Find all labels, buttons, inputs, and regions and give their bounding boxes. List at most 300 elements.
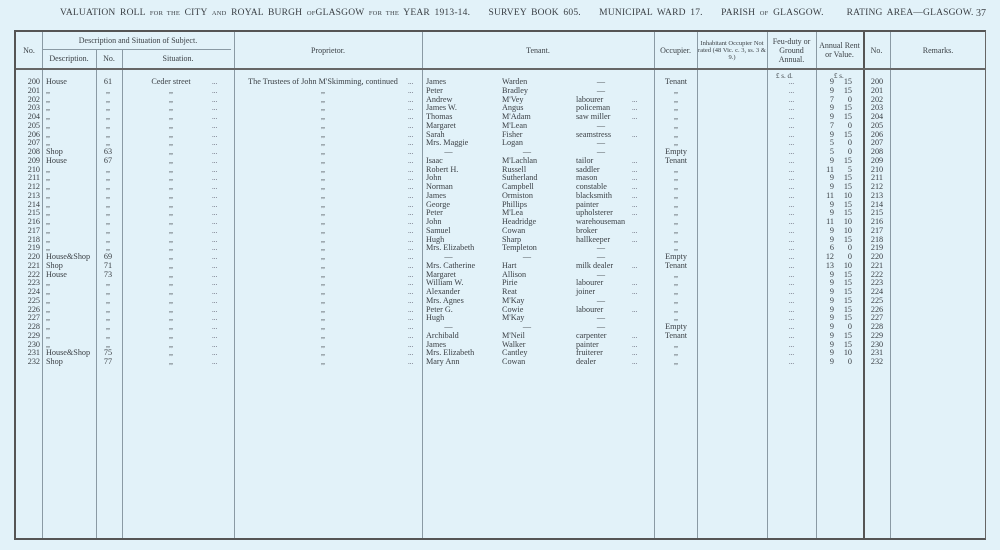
occupation-dots: ... <box>632 156 638 165</box>
feu-duty: ... <box>788 305 795 314</box>
subject-no: 75 <box>103 348 113 358</box>
situation-dots: ... <box>212 218 218 226</box>
feu-duty: ... <box>788 340 795 349</box>
table-row <box>16 253 985 262</box>
row-no-right: 213 <box>870 190 884 200</box>
feu-duty: ... <box>788 191 795 200</box>
title-text: FOR THE <box>368 10 400 17</box>
row-no: 215 <box>27 208 40 218</box>
tenant-first-name: — <box>444 147 453 156</box>
row-no: 220 <box>27 252 40 261</box>
description: ,, <box>46 182 51 191</box>
subject-no: ,, <box>105 173 111 183</box>
occupation-dots: ... <box>632 331 638 340</box>
occupation-dots: ... <box>632 340 638 349</box>
proprietor: ,, <box>320 339 326 349</box>
proprietor-dots: ... <box>408 349 414 358</box>
occupier: ,, <box>673 190 679 200</box>
feu-duty: ... <box>788 104 795 113</box>
proprietor: ,, <box>320 94 326 104</box>
situation: ,, <box>168 225 174 235</box>
description: ,, <box>46 330 51 340</box>
situation: ,, <box>168 269 174 279</box>
table-row <box>16 262 985 271</box>
title-text: AND <box>211 10 227 17</box>
proprietor: ,, <box>320 243 326 253</box>
rent-pounds: 9 <box>829 182 834 191</box>
row-no-right: 218 <box>870 234 884 244</box>
title-text: VALUATION ROLL <box>60 8 146 18</box>
header-no-right: No. <box>870 45 883 55</box>
occupation: broker <box>576 225 598 235</box>
situation: ,, <box>168 295 174 305</box>
tenant-first-name: Robert H. <box>426 164 459 174</box>
situation: ,, <box>168 129 174 139</box>
rent-pounds: 9 <box>829 85 834 95</box>
situation-dots: ... <box>212 279 218 288</box>
description: Shop <box>46 357 63 366</box>
feu-duty: ... <box>788 323 795 331</box>
row-no-right: 226 <box>870 304 884 314</box>
rent-pounds: 5 <box>829 138 834 148</box>
description: ,, <box>46 243 51 253</box>
occupation-dots: ... <box>632 183 638 191</box>
situation-dots: ... <box>212 314 218 323</box>
row-no-right: 211 <box>871 173 883 183</box>
proprietor: ,, <box>320 147 326 156</box>
table-row <box>16 122 985 131</box>
rent-shillings: 10 <box>843 225 852 235</box>
feu-duty: ... <box>788 288 795 296</box>
occupier: ,, <box>673 348 679 358</box>
occupier: Tenant <box>664 155 688 165</box>
table-row <box>16 139 985 148</box>
row-no: 202 <box>27 94 40 104</box>
occupation-dots: ... <box>632 174 638 183</box>
subject-no: ,, <box>105 287 111 296</box>
proprietor-dots: ... <box>408 174 414 183</box>
situation-dots: ... <box>212 305 218 314</box>
rent-pounds: 9 <box>829 225 834 235</box>
proprietor-dots: ... <box>408 191 414 200</box>
occupier: ,, <box>673 278 679 288</box>
proprietor-dots: ... <box>408 183 414 191</box>
tenant-first-name: Hugh <box>426 234 445 244</box>
title-text: GLASGOW <box>315 8 365 18</box>
subject-no: 63 <box>103 147 113 156</box>
tenant-first-name: William W. <box>426 278 464 288</box>
occupation: — <box>596 252 606 261</box>
rent-pounds: 9 <box>829 199 834 209</box>
proprietor: ,, <box>320 348 326 358</box>
header-annual-rent: Annual Rent or Value. <box>819 41 860 59</box>
feu-duty: ... <box>788 209 795 218</box>
description: ,, <box>46 208 51 218</box>
tenant-first-name: Mary Ann <box>426 357 460 366</box>
description: ,, <box>46 278 51 288</box>
situation-dots: ... <box>212 183 218 191</box>
tenant-surname: — <box>522 252 532 261</box>
occupation: tailor <box>576 155 594 165</box>
tenant-first-name: Andrew <box>426 94 453 104</box>
occupation: — <box>596 85 606 95</box>
rent-pounds: 9 <box>829 304 834 314</box>
row-no: 225 <box>27 295 40 305</box>
row-no-right: 221 <box>870 260 884 270</box>
row-no-right: 201 <box>870 85 884 95</box>
row-no: 207 <box>27 138 40 148</box>
proprietor-dots: ... <box>408 314 414 323</box>
proprietor: ,, <box>320 155 326 165</box>
situation: ,, <box>168 120 174 130</box>
description: ,, <box>46 94 51 104</box>
table-row <box>16 341 985 350</box>
feu-duty: ... <box>788 358 795 366</box>
subject-no: ,, <box>105 112 111 121</box>
proprietor: ,, <box>320 208 326 218</box>
feu-duty: ... <box>788 86 795 95</box>
rent-shillings: 10 <box>843 260 852 270</box>
feu-duty: ... <box>788 226 795 235</box>
tenant-first-name: Thomas <box>426 112 453 121</box>
proprietor-dots: ... <box>408 244 414 253</box>
occupier: Tenant <box>664 330 688 340</box>
proprietor-dots: ... <box>408 218 414 226</box>
proprietor-dots: ... <box>408 340 414 349</box>
tenant-surname: M'Kay <box>502 313 525 323</box>
occupation: seamstress <box>576 129 612 139</box>
occupier: ,, <box>673 85 679 95</box>
row-no: 230 <box>27 339 40 349</box>
proprietor: ,, <box>320 322 326 331</box>
row-no: 221 <box>27 260 40 270</box>
table-row <box>16 131 985 140</box>
proprietor: ,, <box>320 199 326 209</box>
tenant-first-name: George <box>426 199 450 209</box>
description: ,, <box>46 313 51 323</box>
occupation: — <box>596 147 606 156</box>
table-row <box>16 174 985 183</box>
tenant-surname: M'Kay <box>502 295 525 305</box>
table-row <box>16 271 985 280</box>
occupation: carpenter <box>576 330 607 340</box>
description: ,, <box>46 322 51 331</box>
tenant-first-name: Margaret <box>426 269 456 279</box>
rent-shillings: 15 <box>843 155 852 165</box>
subject-no: 71 <box>103 260 113 270</box>
proprietor-dots: ... <box>408 156 414 165</box>
rent-shillings: 10 <box>843 217 852 226</box>
rent-pounds: 9 <box>829 322 834 331</box>
feu-duty: ... <box>788 279 795 288</box>
occupation-dots: ... <box>632 95 638 104</box>
situation: ,, <box>168 252 174 261</box>
subject-no: ,, <box>105 190 111 200</box>
situation-dots: ... <box>212 130 218 139</box>
tenant-surname: M'Adam <box>502 112 531 121</box>
rent-shillings: 15 <box>843 278 852 288</box>
rent-units: £ s. <box>834 72 844 80</box>
table-row <box>16 349 985 358</box>
tenant-surname: M'Neil <box>502 330 525 340</box>
situation: ,, <box>168 173 174 183</box>
feu-duty: ... <box>788 78 795 86</box>
situation-dots: ... <box>212 139 218 148</box>
proprietor: ,, <box>320 164 326 174</box>
subject-no: ,, <box>105 199 111 209</box>
rating-area: RATING AREA—GLASGOW. <box>846 8 974 18</box>
situation: ,, <box>168 199 174 209</box>
description: ,, <box>46 234 51 244</box>
proprietor: ,, <box>320 225 326 235</box>
tenant-surname: Headridge <box>502 217 537 226</box>
row-no: 209 <box>27 155 40 165</box>
tenant-surname: Cowan <box>502 225 526 235</box>
tenant-surname: Pirie <box>502 278 518 288</box>
header-description: Description. <box>49 54 89 63</box>
rent-pounds: 9 <box>829 330 834 340</box>
subject-no: ,, <box>105 278 111 288</box>
situation: ,, <box>168 217 174 226</box>
occupation: — <box>596 120 606 130</box>
subject-no: 77 <box>103 357 113 366</box>
description: ,, <box>46 339 51 349</box>
proprietor: ,, <box>320 103 326 113</box>
feu-duty: ... <box>788 121 795 130</box>
occupier: ,, <box>673 173 679 183</box>
situation: ,, <box>168 94 174 104</box>
header-proprietor: Proprietor. <box>311 45 345 55</box>
rent-shillings: 15 <box>843 287 852 296</box>
occupation: — <box>596 322 606 331</box>
feu-duty: ... <box>788 200 795 209</box>
subject-no: ,, <box>105 225 111 235</box>
situation-dots: ... <box>212 235 218 244</box>
description: ,, <box>46 112 51 121</box>
title-text: YEAR 1913-14. <box>403 8 471 18</box>
survey-book: SURVEY BOOK 605. <box>488 8 581 18</box>
row-no: 224 <box>27 287 40 296</box>
occupation: — <box>596 313 606 323</box>
situation: ,, <box>168 243 174 253</box>
title-text: CITY <box>184 8 208 18</box>
occupation-dots: ... <box>632 130 638 139</box>
row-no: 200 <box>27 77 40 86</box>
occupier: ,, <box>673 112 679 121</box>
situation-dots: ... <box>212 331 218 340</box>
table-row <box>16 192 985 201</box>
occupier: ,, <box>673 269 679 279</box>
proprietor: ,, <box>320 129 326 139</box>
situation-dots: ... <box>212 174 218 183</box>
rent-shillings: 15 <box>843 269 852 279</box>
situation: ,, <box>168 147 174 156</box>
situation: ,, <box>168 357 174 366</box>
occupier: Empty <box>665 322 687 331</box>
description: ,, <box>46 103 51 113</box>
tenant-surname: Allison <box>502 269 527 279</box>
subject-no: ,, <box>105 304 111 314</box>
occupation: painter <box>576 199 599 209</box>
tenant-surname: M'Lachlan <box>502 155 538 165</box>
table-row <box>16 306 985 315</box>
occupation: constable <box>576 182 607 191</box>
situation-dots: ... <box>212 270 218 279</box>
proprietor-dots: ... <box>408 113 414 121</box>
proprietor-dots: ... <box>408 86 414 95</box>
occupation: dealer <box>576 357 596 366</box>
rent-pounds: 13 <box>825 260 834 270</box>
situation: ,, <box>168 287 174 296</box>
row-no-right: 214 <box>870 199 884 209</box>
row-no: 204 <box>27 112 40 121</box>
row-no: 222 <box>27 269 40 279</box>
proprietor-dots: ... <box>408 209 414 218</box>
rent-shillings: 0 <box>847 357 852 366</box>
tenant-first-name: — <box>444 322 453 331</box>
row-no-right: 216 <box>870 217 884 226</box>
row-no-right: 209 <box>870 155 884 165</box>
description: ,, <box>46 225 51 235</box>
occupation-dots: ... <box>632 104 638 113</box>
rent-shillings: 0 <box>847 120 852 130</box>
row-no-right: 204 <box>870 112 884 121</box>
subject-no: ,, <box>105 339 111 349</box>
tenant-surname: Fisher <box>502 129 523 139</box>
tenant-first-name: Hugh <box>426 313 445 323</box>
situation-dots: ... <box>212 244 218 253</box>
rent-pounds: 11 <box>826 190 834 200</box>
tenant-surname: Phillips <box>502 199 528 209</box>
occupier: Empty <box>665 147 687 156</box>
proprietor: ,, <box>320 295 326 305</box>
proprietor-dots: ... <box>408 78 414 86</box>
proprietor: The Trustees of John M'Skimming, continued <box>248 77 398 86</box>
parish: GLASGOW. <box>773 8 824 18</box>
description: ,, <box>46 164 51 174</box>
rent-shillings: 0 <box>847 252 852 261</box>
rent-pounds: 11 <box>826 164 834 174</box>
situation-dots: ... <box>212 78 218 86</box>
row-no-right: 219 <box>870 243 884 253</box>
occupation: labourer <box>576 304 604 314</box>
occupier: ,, <box>673 304 679 314</box>
occupier: ,, <box>673 120 679 130</box>
description: ,, <box>46 120 51 130</box>
tenant-first-name: Archibald <box>426 330 459 340</box>
tenant-surname: Sharp <box>502 234 522 244</box>
tenant-surname: Cowie <box>502 304 524 314</box>
rent-pounds: 9 <box>829 287 834 296</box>
title-text: ROYAL BURGH <box>231 8 303 18</box>
situation-dots: ... <box>212 340 218 349</box>
situation-dots: ... <box>212 165 218 174</box>
tenant-surname: Ormiston <box>502 190 533 200</box>
row-no: 218 <box>27 234 40 244</box>
tenant-surname: Russell <box>502 164 527 174</box>
table-row <box>16 166 985 175</box>
proprietor: ,, <box>320 357 326 366</box>
table-row <box>16 209 985 218</box>
feu-duty: ... <box>788 130 795 139</box>
situation: ,, <box>168 164 174 174</box>
rent-pounds: 9 <box>829 339 834 349</box>
subject-no: ,, <box>105 182 111 191</box>
description: ,, <box>46 173 51 183</box>
proprietor: ,, <box>320 173 326 183</box>
occupation-dots: ... <box>632 261 638 270</box>
rent-shillings: 10 <box>843 190 852 200</box>
proprietor-dots: ... <box>408 288 414 296</box>
rent-pounds: 7 <box>829 94 834 104</box>
tenant-first-name: Mrs. Maggie <box>426 138 469 148</box>
table-row <box>16 148 985 157</box>
tenant-surname: Sutherland <box>502 173 538 183</box>
tenant-first-name: Mrs. Elizabeth <box>426 348 475 358</box>
occupier: Tenant <box>664 260 688 270</box>
tenant-surname: Logan <box>502 138 523 148</box>
rent-pounds: 5 <box>829 147 834 156</box>
rent-pounds: 9 <box>829 357 834 366</box>
row-no: 232 <box>27 357 40 366</box>
occupier: ,, <box>673 182 679 191</box>
proprietor-dots: ... <box>408 270 414 279</box>
rent-pounds: 9 <box>829 269 834 279</box>
occupation: painter <box>576 339 599 349</box>
occupier: Empty <box>665 252 687 261</box>
table-row <box>16 104 985 113</box>
row-no-right: 223 <box>870 278 884 288</box>
situation: ,, <box>168 278 174 288</box>
proprietor: ,, <box>320 120 326 130</box>
tenant-surname: Hart <box>502 260 517 270</box>
subject-no: ,, <box>105 243 111 253</box>
description: ,, <box>46 190 51 200</box>
situation-dots: ... <box>212 253 218 261</box>
occupation-dots: ... <box>632 209 638 218</box>
tenant-surname: Warden <box>502 77 528 86</box>
tenant-first-name: — <box>444 252 453 261</box>
occupation: saw miller <box>576 112 611 121</box>
subject-no: ,, <box>105 138 111 148</box>
tenant-first-name: Peter <box>426 85 443 95</box>
proprietor-dots: ... <box>408 235 414 244</box>
document-title <box>60 8 974 18</box>
subject-no: ,, <box>105 129 111 139</box>
situation: ,, <box>168 138 174 148</box>
tenant-first-name: James <box>426 77 447 86</box>
proprietor-dots: ... <box>408 279 414 288</box>
tenant-surname: M'Lea <box>502 208 524 218</box>
table-row <box>16 323 985 332</box>
occupation-dots: ... <box>632 235 638 244</box>
rent-pounds: 9 <box>829 278 834 288</box>
tenant-surname: Angus <box>502 103 524 113</box>
table-row <box>16 78 985 87</box>
proprietor-dots: ... <box>408 323 414 331</box>
occupier: ,, <box>673 339 679 349</box>
row-no: 217 <box>27 225 40 235</box>
feu-duty: ... <box>788 148 795 156</box>
rent-pounds: 9 <box>829 295 834 305</box>
rent-shillings: 15 <box>843 304 852 314</box>
rent-shillings: 5 <box>847 164 852 174</box>
row-no: 229 <box>27 330 40 340</box>
rent-shillings: 15 <box>843 295 852 305</box>
occupier: ,, <box>673 225 679 235</box>
proprietor-dots: ... <box>408 130 414 139</box>
situation-dots: ... <box>212 349 218 358</box>
